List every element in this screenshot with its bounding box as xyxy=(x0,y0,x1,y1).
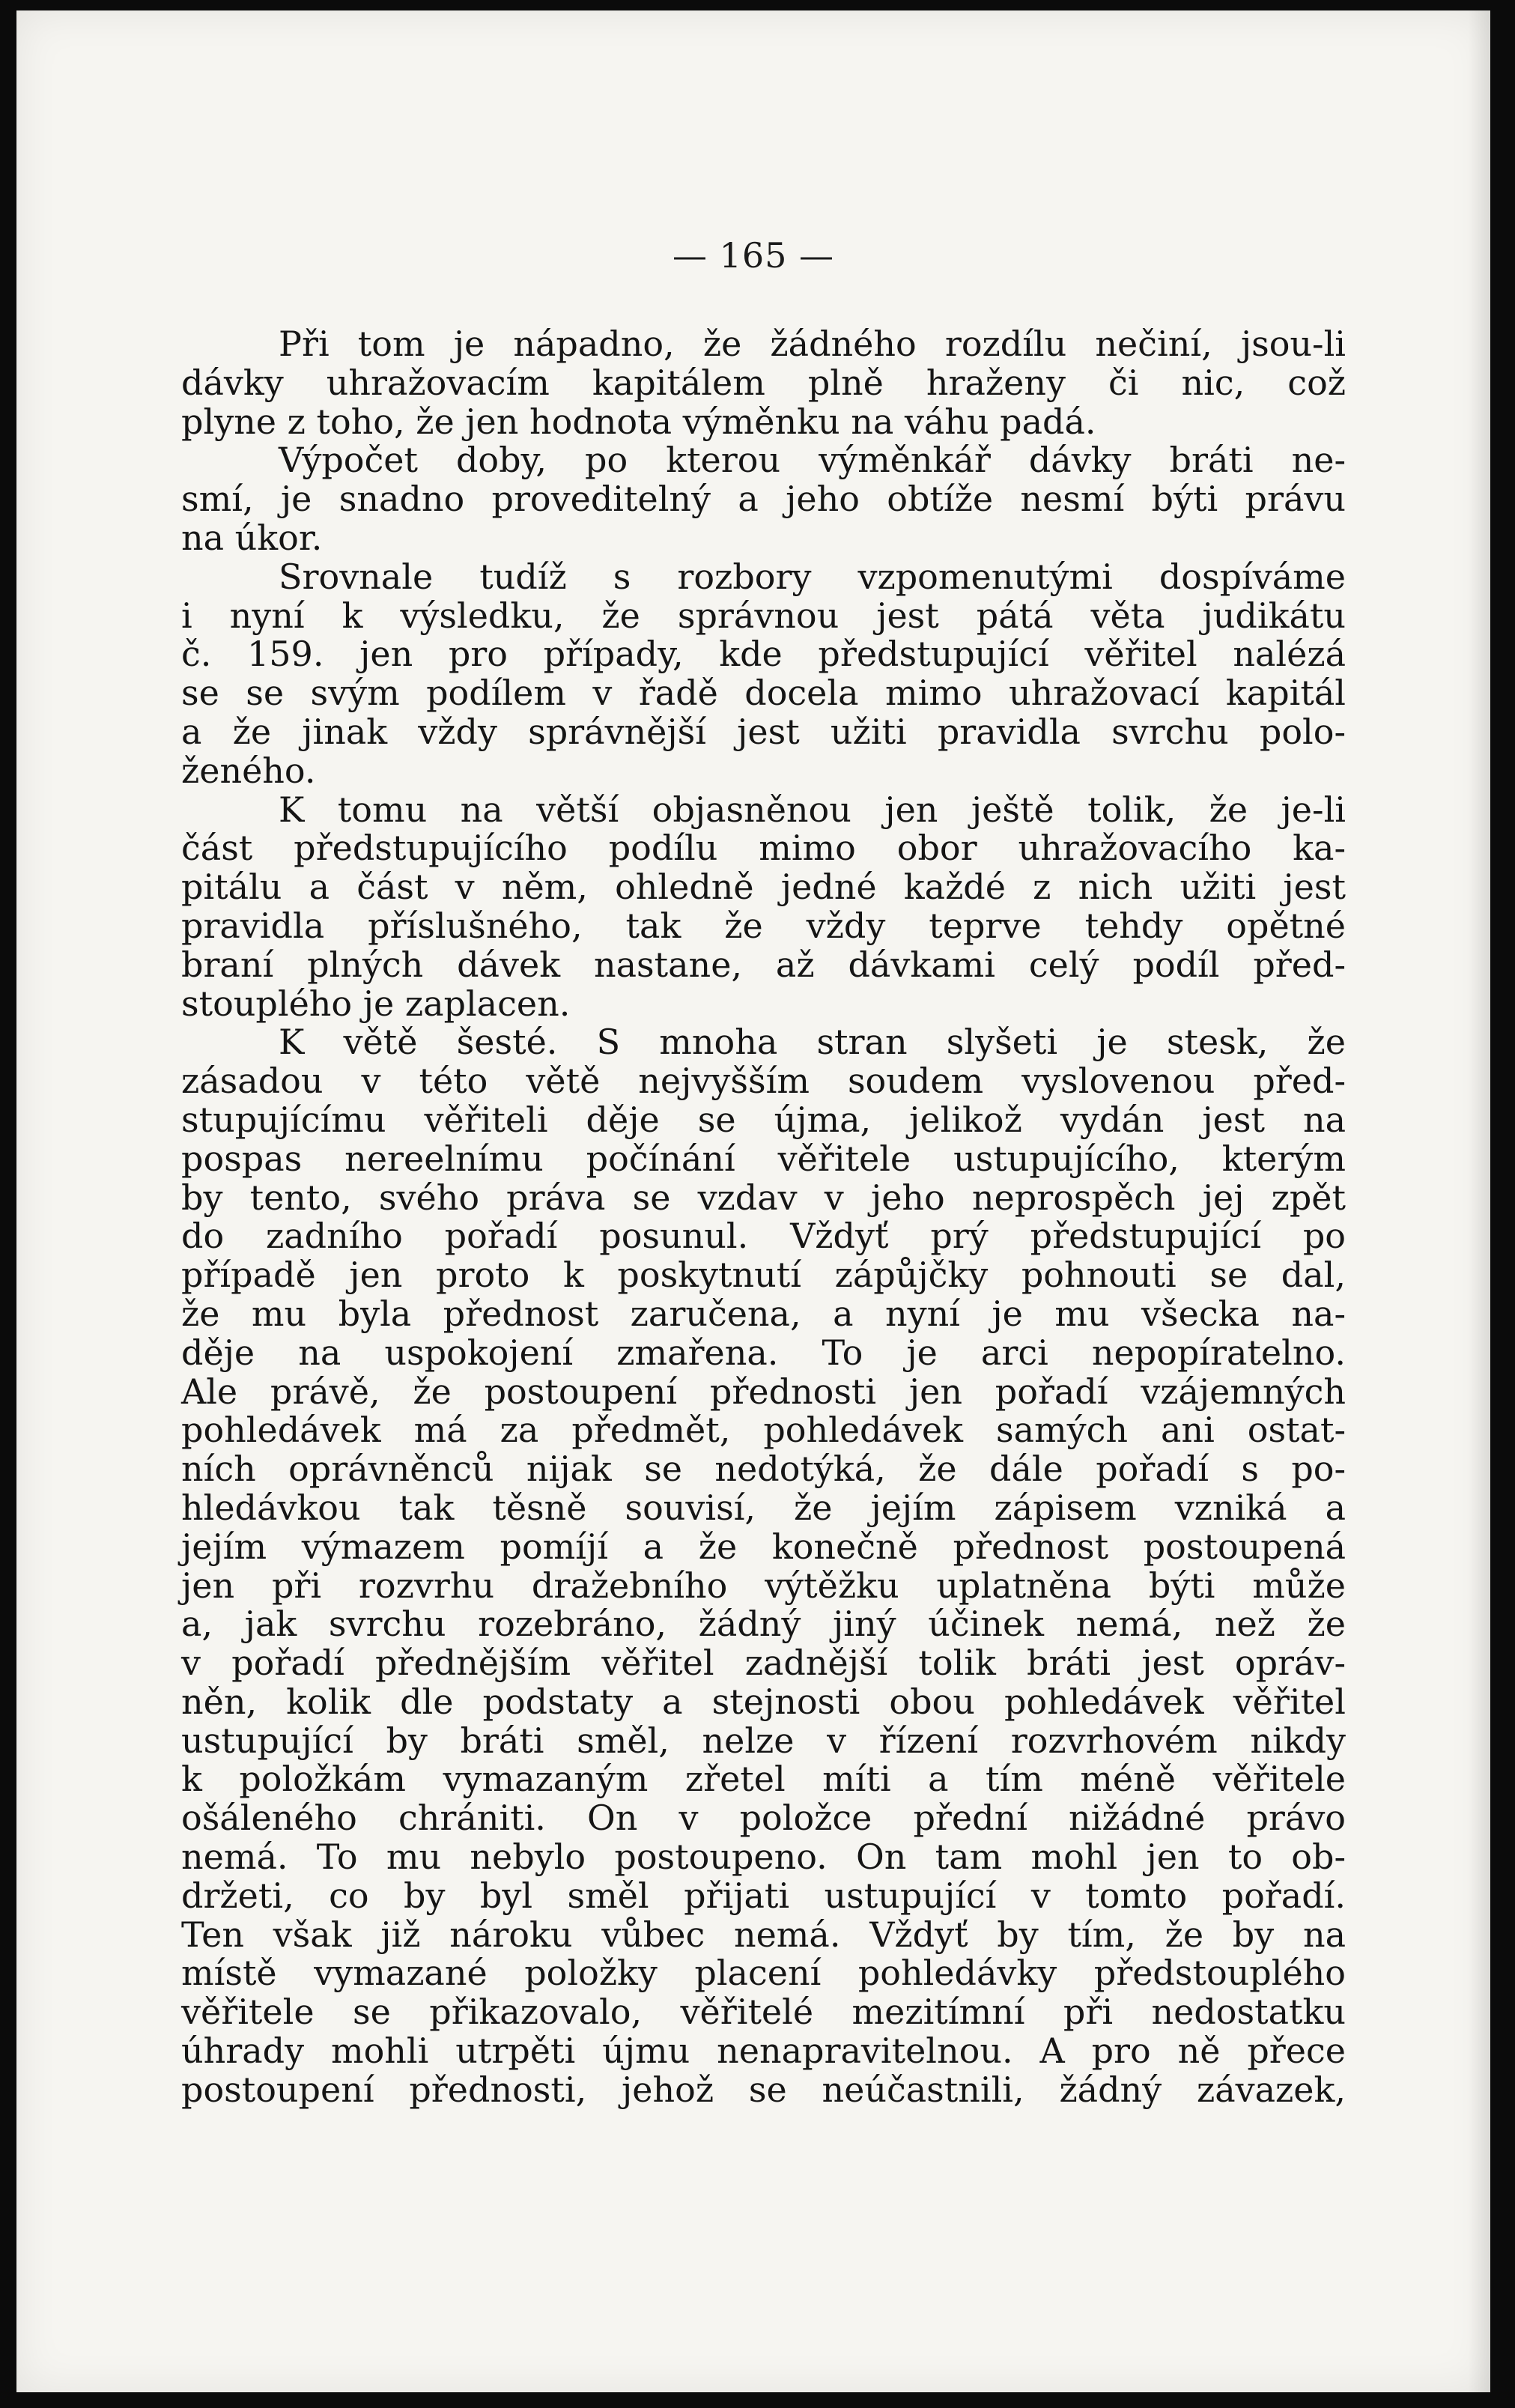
text-line: braní plných dávek nastane, až dávkami celý podíl před- xyxy=(181,944,1346,985)
text-line: i nyní k výsledku, že správnou jest pátá věta judikátu xyxy=(181,595,1346,636)
text-line: něn, kolik dle podstaty a stejnosti obou pohledávek věřitel xyxy=(181,1681,1346,1722)
text-line: jen při rozvrhu dražebního výtěžku uplatněna býti může xyxy=(181,1565,1346,1606)
body-text xyxy=(181,325,1346,2110)
text-line: K tomu na větší objasněnou jen ještě tolik, že je-li xyxy=(279,789,1346,830)
text-line: Srovnale tudíž s rozbory vzpomenutými dospíváme xyxy=(279,556,1346,597)
text-line: děje na uspokojení zmařena. To je arci nepopíratelno. xyxy=(181,1332,1346,1373)
text-line: by tento, svého práva se vzdav v jeho neprospěch jej zpět xyxy=(181,1177,1346,1218)
text-line: do zadního pořadí posunul. Vždyť prý předstupující po xyxy=(181,1216,1346,1257)
text-line: pohledávek má za předmět, pohledávek samých ani ostat- xyxy=(181,1410,1346,1451)
text-line: věřitele se přikazovalo, věřitelé mezitímní při nedostatku xyxy=(181,1992,1346,2033)
text-line: zásadou v této větě nejvyšším soudem vyslovenou před- xyxy=(181,1061,1346,1102)
text-line: pospas nereelnímu počínání věřitele ustupujícího, kterým xyxy=(181,1138,1346,1179)
text-line: K větě šesté. S mnoha stran slyšeti je stesk, že xyxy=(279,1022,1346,1063)
text-line: případě jen proto k poskytnutí zápůjčky pohnouti se dal, xyxy=(181,1255,1346,1296)
text-line: ních oprávněnců nijak se nedotýká, že dále pořadí s po- xyxy=(181,1449,1346,1490)
text-line: pravidla příslušného, tak že vždy teprve tehdy opětné xyxy=(181,905,1346,946)
text-line: stouplého je zaplacen. xyxy=(181,983,571,1024)
text-line: ženého. xyxy=(181,750,316,791)
text-line: smí, je snadno proveditelný a jeho obtíže nesmí býti právu xyxy=(181,479,1346,520)
text-line: č. 159. jen pro případy, kde předstupující věřitel nalézá xyxy=(181,634,1346,675)
text-line: stupujícímu věřiteli děje se újma, jelikož vydán jest na xyxy=(181,1099,1346,1140)
text-line: Při tom je nápadno, že žádného rozdílu nečiní, jsou-li xyxy=(279,324,1346,364)
text-line: a že jinak vždy správnější jest užiti pravidla svrchu polo- xyxy=(181,711,1346,752)
text-line: že mu byla přednost zaručena, a nyní je mu všecka na- xyxy=(181,1293,1346,1334)
text-line: a, jak svrchu rozebráno, žádný jiný účinek nemá, než že xyxy=(181,1604,1346,1645)
text-line: místě vymazané položky placení pohledávky předstouplého xyxy=(181,1953,1346,1994)
text-line: Ten však již nároku vůbec nemá. Vždyť by tím, že by na xyxy=(181,1914,1346,1955)
text-line: úhrady mohli utrpěti újmu nenapravitelnou. A pro ně přece xyxy=(181,2031,1346,2072)
text-line: hledávkou tak těsně souvisí, že jejím zápisem vzniká a xyxy=(181,1487,1346,1528)
text-line: ošáleného chrániti. On v položce přední nižádné právo xyxy=(181,1798,1346,1839)
book-page xyxy=(16,10,1490,2392)
text-line: pitálu a část v něm, ohledně jedné každé z nich užiti jest xyxy=(181,867,1346,908)
page-number: — 165 — xyxy=(672,235,835,276)
text-line: část předstupujícího podílu mimo obor uhražovacího ka- xyxy=(181,828,1346,869)
text-line: na úkor. xyxy=(181,517,323,558)
page-edge-shadow xyxy=(1468,10,1490,2392)
text-line: k položkám vymazaným zřetel míti a tím méně věřitele xyxy=(181,1759,1346,1800)
text-line: Ale právě, že postoupení přednosti jen pořadí vzájemných xyxy=(181,1371,1346,1412)
text-line: v pořadí přednějším věřitel zadnější tolik bráti jest opráv- xyxy=(181,1643,1346,1684)
text-line: držeti, co by byl směl přijati ustupující v tomto pořadí. xyxy=(181,1875,1346,1916)
text-line: Výpočet doby, po kterou výměnkář dávky bráti ne- xyxy=(279,440,1346,481)
text-line: nemá. To mu nebylo postoupeno. On tam mohl jen to ob- xyxy=(181,1837,1346,1878)
text-line: se se svým podílem v řadě docela mimo uhražovací kapitál xyxy=(181,673,1346,714)
text-line: ustupující by bráti směl, nelze v řízení rozvrhovém nikdy xyxy=(181,1720,1346,1761)
text-line: dávky uhražovacím kapitálem plně hraženy či nic, což xyxy=(181,362,1346,403)
text-line: jejím výmazem pomíjí a že konečně přednost postoupená xyxy=(181,1526,1346,1567)
text-line: postoupení přednosti, jehož se neúčastnili, žádný závazek, xyxy=(181,2069,1346,2110)
text-line: plyne z toho, že jen hodnota výměnku na váhu padá. xyxy=(181,401,1096,442)
